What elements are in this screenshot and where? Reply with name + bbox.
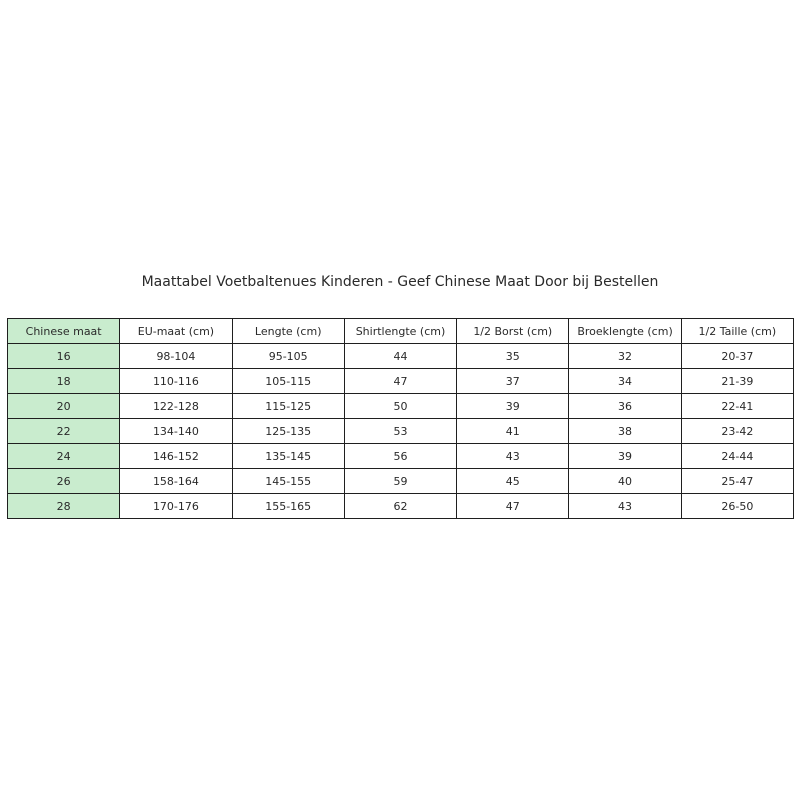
- table-cell: 16: [8, 344, 120, 369]
- table-cell: 21-39: [681, 369, 793, 394]
- table-cell: 135-145: [232, 444, 344, 469]
- table-cell: 53: [344, 419, 456, 444]
- table-cell: 134-140: [120, 419, 232, 444]
- table-cell: 95-105: [232, 344, 344, 369]
- table-cell: 26: [8, 469, 120, 494]
- header-cell-chinese-maat: Chinese maat: [8, 319, 120, 344]
- header-cell-borst: 1/2 Borst (cm): [457, 319, 569, 344]
- table-cell: 170-176: [120, 494, 232, 519]
- table-cell: 105-115: [232, 369, 344, 394]
- table-header-row: [8, 319, 794, 344]
- table-cell: 47: [344, 369, 456, 394]
- table-row: [8, 444, 794, 469]
- table-cell: 39: [457, 394, 569, 419]
- table-cell: 43: [569, 494, 681, 519]
- table-cell: 146-152: [120, 444, 232, 469]
- table-cell: 39: [569, 444, 681, 469]
- table-cell: 125-135: [232, 419, 344, 444]
- table-cell: 38: [569, 419, 681, 444]
- table-cell: 115-125: [232, 394, 344, 419]
- table-cell: 155-165: [232, 494, 344, 519]
- table-cell: 50: [344, 394, 456, 419]
- table-cell: 32: [569, 344, 681, 369]
- table-cell: 145-155: [232, 469, 344, 494]
- table-cell: 41: [457, 419, 569, 444]
- table-cell: 24: [8, 444, 120, 469]
- header-cell-lengte: Lengte (cm): [232, 319, 344, 344]
- table-cell: 18: [8, 369, 120, 394]
- table-cell: 20: [8, 394, 120, 419]
- table-cell: 122-128: [120, 394, 232, 419]
- table-cell: 98-104: [120, 344, 232, 369]
- table-cell: 28: [8, 494, 120, 519]
- table-row: [8, 419, 794, 444]
- table-cell: 23-42: [681, 419, 793, 444]
- table-cell: 20-37: [681, 344, 793, 369]
- table-row: [8, 369, 794, 394]
- table-cell: 44: [344, 344, 456, 369]
- table-cell: 24-44: [681, 444, 793, 469]
- header-cell-taille: 1/2 Taille (cm): [681, 319, 793, 344]
- table-cell: 22-41: [681, 394, 793, 419]
- table-cell: 59: [344, 469, 456, 494]
- table-cell: 43: [457, 444, 569, 469]
- table-cell: 34: [569, 369, 681, 394]
- table-cell: 36: [569, 394, 681, 419]
- table-cell: 47: [457, 494, 569, 519]
- table-cell: 56: [344, 444, 456, 469]
- table-cell: 37: [457, 369, 569, 394]
- header-cell-broeklengte: Broeklengte (cm): [569, 319, 681, 344]
- table-row: [8, 344, 794, 369]
- table-cell: 62: [344, 494, 456, 519]
- table-cell: 110-116: [120, 369, 232, 394]
- table-row: [8, 469, 794, 494]
- table-row: [8, 494, 794, 519]
- table-cell: 26-50: [681, 494, 793, 519]
- size-chart-table: [7, 318, 794, 519]
- table-row: [8, 394, 794, 419]
- header-cell-eu-maat: EU-maat (cm): [120, 319, 232, 344]
- table-cell: 158-164: [120, 469, 232, 494]
- table-cell: 35: [457, 344, 569, 369]
- header-cell-shirtlengte: Shirtlengte (cm): [344, 319, 456, 344]
- table-cell: 25-47: [681, 469, 793, 494]
- table-cell: 45: [457, 469, 569, 494]
- table-cell: 40: [569, 469, 681, 494]
- chart-title: Maattabel Voetbaltenues Kinderen - Geef Chinese Maat Door bij Bestellen: [141, 274, 659, 290]
- table-cell: 22: [8, 419, 120, 444]
